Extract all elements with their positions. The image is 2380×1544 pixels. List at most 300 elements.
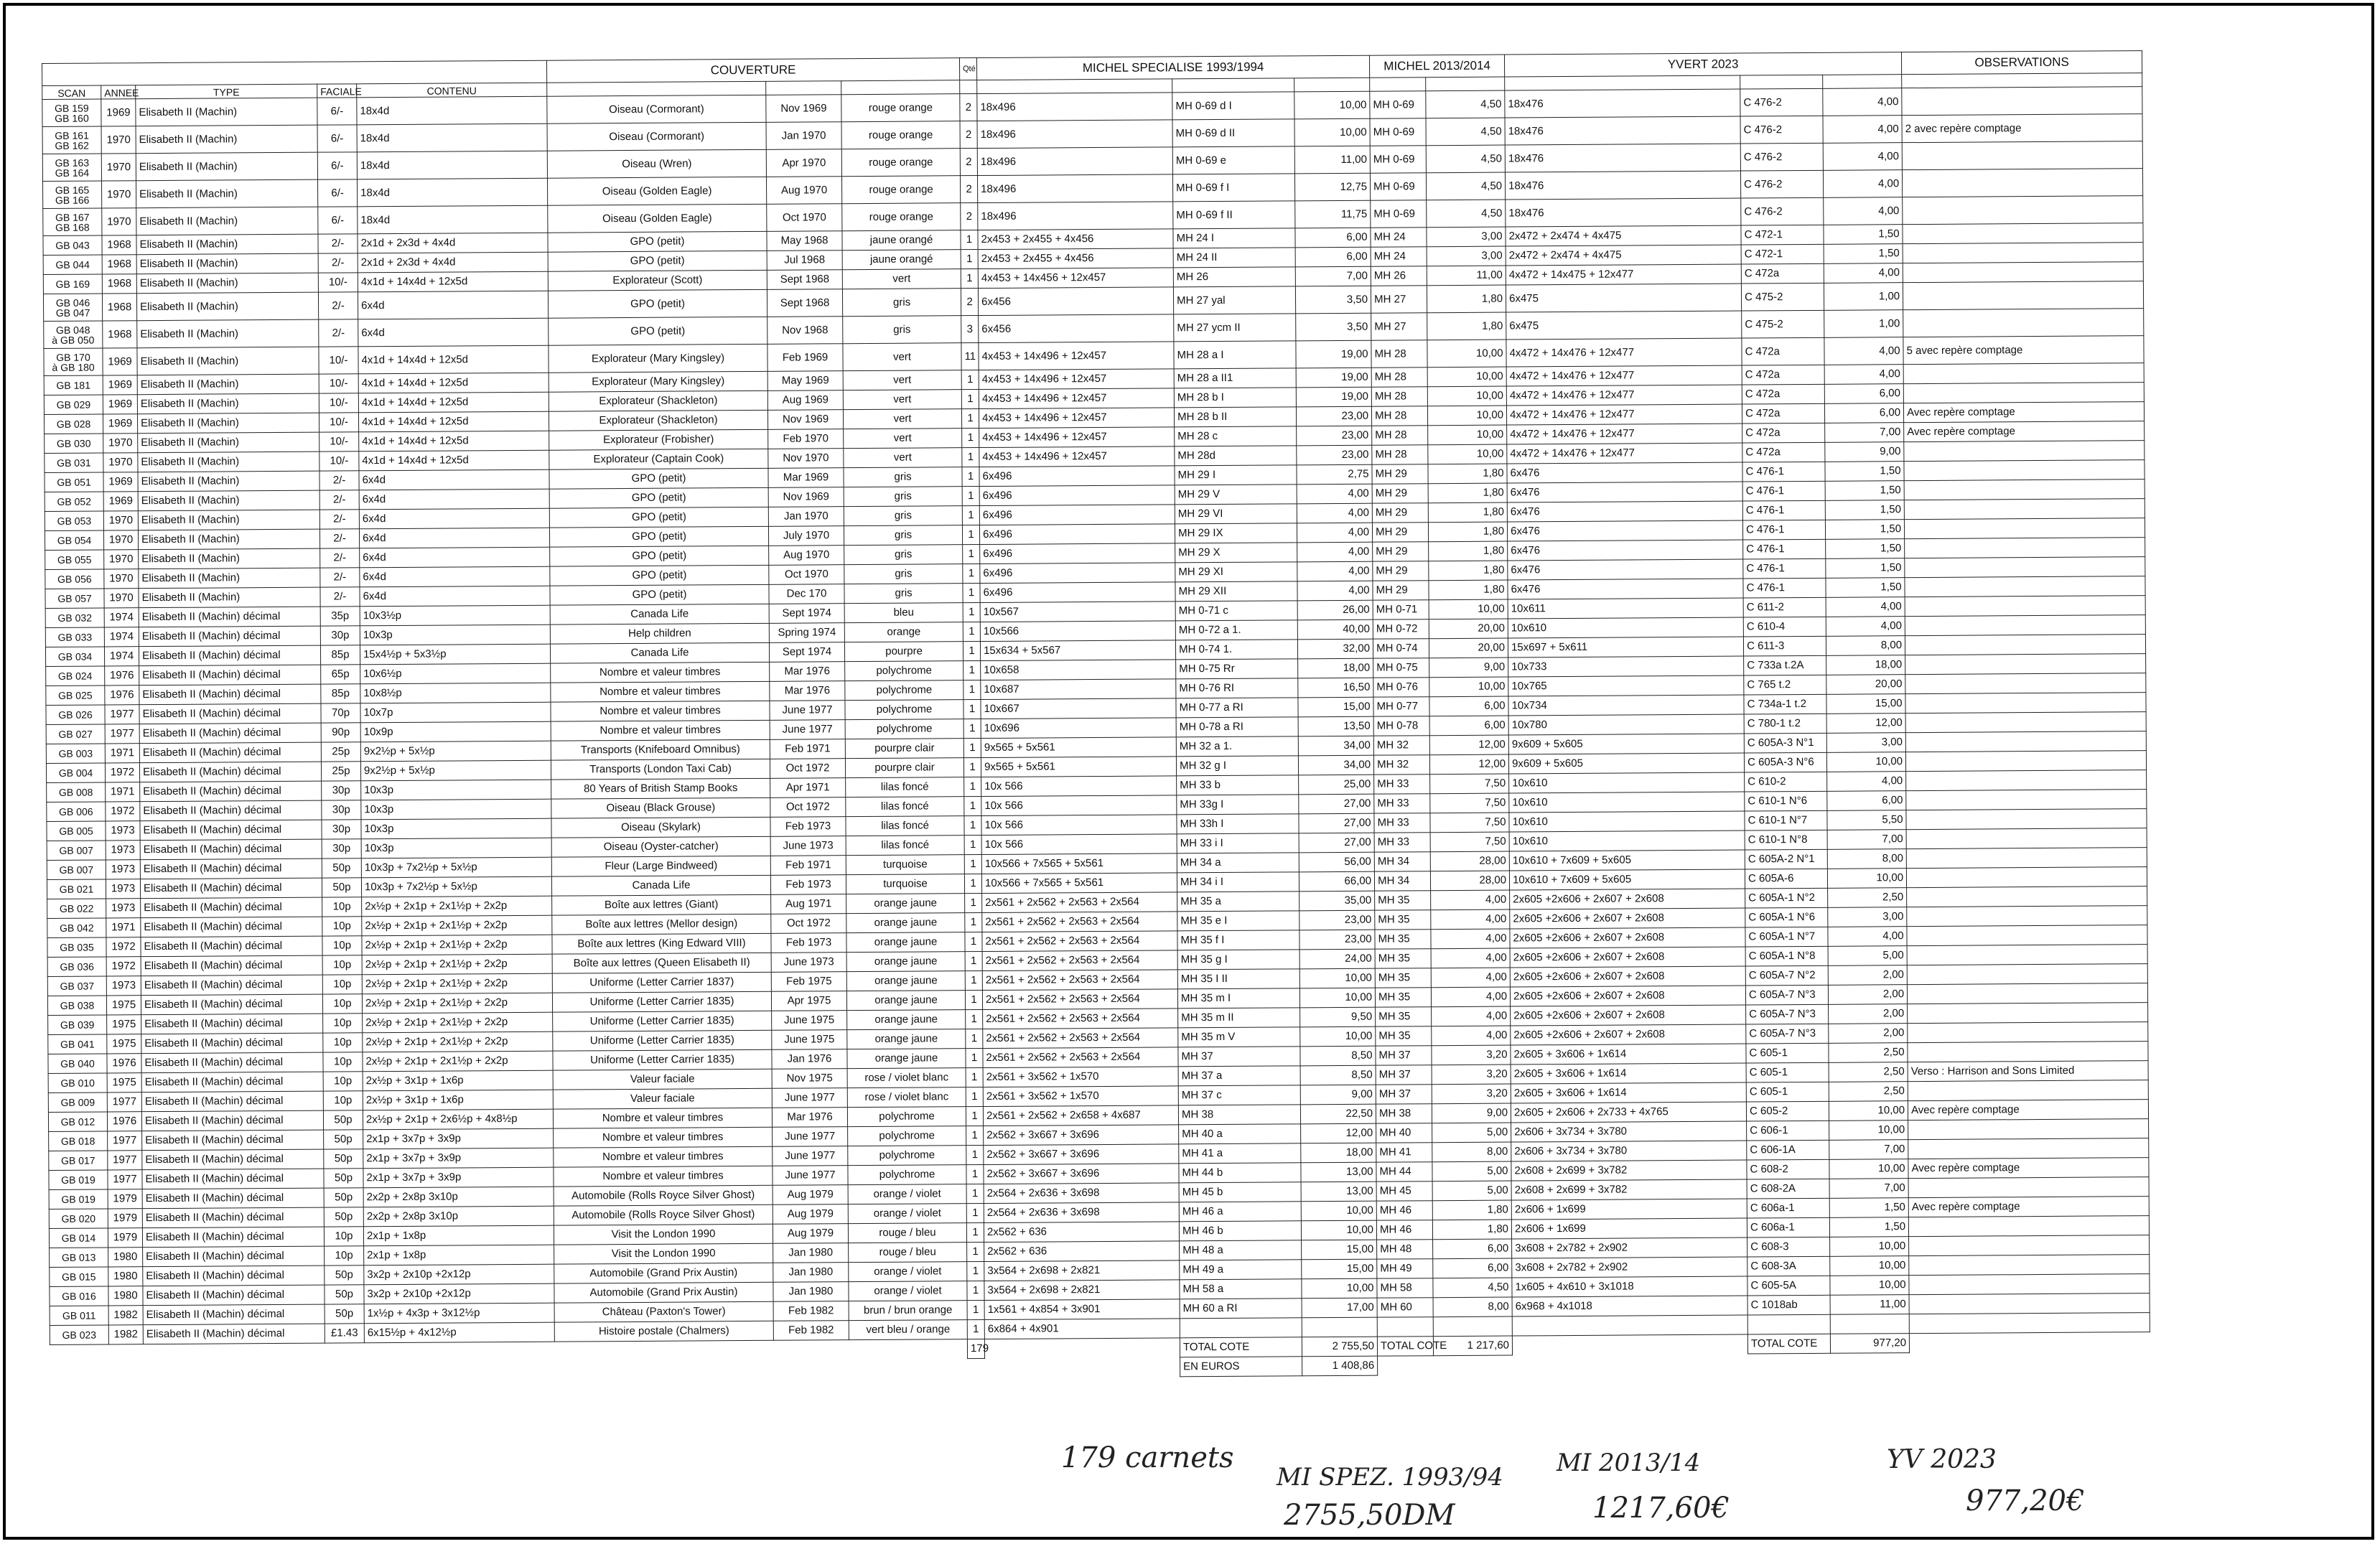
row-yv-cote: 10,00: [1829, 1101, 1908, 1121]
row-ms-ref: MH 27 yal: [1173, 286, 1295, 314]
row-contenu: 18x4d: [358, 205, 548, 234]
row-ms-cote: 10,00: [1301, 1201, 1376, 1221]
row-date: Feb 1970: [768, 429, 844, 449]
row-date: June 1975: [772, 1011, 847, 1031]
row-couverture: Transports (London Taxi Cab): [551, 759, 770, 780]
row-yv-contenu: 2x605 +2x606 + 2x607 + 2x608: [1510, 908, 1745, 929]
row-faciale: 6/-: [317, 98, 357, 125]
row-ms-contenu: 18x496: [978, 174, 1173, 203]
row-yv-cote: 4,00: [1823, 143, 1902, 171]
row-ms-contenu: 10x 566: [981, 815, 1177, 836]
row-contenu: 4x1d + 14x4d + 12x5d: [358, 392, 549, 413]
row-yv-contenu: 6x968 + 4x1018: [1512, 1296, 1747, 1316]
row-observation: [1906, 770, 2147, 791]
row-ms-ref: MH 27 ycm II: [1174, 314, 1296, 342]
row-ms-ref: MH 46 a: [1179, 1202, 1301, 1222]
row-ms-ref: [1180, 1318, 1302, 1338]
row-date: Sept 1974: [769, 642, 844, 663]
row-ms-cote: 6,00: [1295, 228, 1371, 248]
row-qte: 1: [966, 1204, 984, 1223]
row-yv-ref: C 610-2: [1745, 772, 1827, 792]
row-couleur: gris: [844, 584, 963, 604]
row-qte: 2: [960, 149, 977, 176]
row-yv-contenu: 6x476: [1507, 501, 1742, 522]
row-type: Elisabeth II (Machin): [138, 451, 319, 472]
row-contenu: 6x4d: [358, 318, 549, 347]
row-yv-cote: 1,50: [1825, 481, 1904, 501]
row-qte: 1: [964, 874, 981, 894]
row-ms-cote: 17,00: [1302, 1298, 1377, 1318]
row-yv-contenu: 2x472 + 2x474 + 4x475: [1506, 225, 1741, 246]
row-date: Aug 1969: [767, 390, 843, 411]
row-observation: [1909, 1255, 2150, 1276]
row-qte: 1: [966, 1068, 983, 1087]
row-yv-ref: C 608-3A: [1747, 1256, 1830, 1276]
row-faciale: 6/-: [317, 179, 357, 207]
row-contenu: 10x3p + 7x2½p + 5x½p: [361, 857, 551, 878]
row-ms-ref: MH 34 i I: [1177, 872, 1299, 892]
row-ms-ref: MH 28 a II1: [1174, 368, 1296, 388]
row-yv-contenu: 10x610: [1509, 811, 1745, 832]
row-yv-ref: C 605A-2 N°1: [1745, 849, 1827, 869]
row-faciale: 2/-: [318, 292, 358, 319]
row-ms-contenu: 10x 566: [981, 834, 1177, 855]
row-yv-cote: 2,50: [1829, 1062, 1908, 1082]
row-ms-contenu: 2x562 + 3x667 + 3x696: [984, 1144, 1179, 1165]
row-type: Elisabeth II (Machin) décimal: [139, 684, 321, 705]
row-scan-line: GB 054: [57, 534, 92, 546]
row-couverture: Explorateur (Scott): [548, 270, 767, 291]
row-ms-cote: 15,00: [1302, 1240, 1377, 1260]
row-type: Elisabeth II (Machin): [139, 548, 320, 569]
row-couleur: gris: [844, 564, 963, 584]
row-observation: [1903, 383, 2144, 403]
row-m13-cote: 4,50: [1427, 200, 1506, 228]
row-ms-contenu: 4x453 + 14x496 + 12x457: [979, 369, 1174, 390]
row-couleur: turquoise: [846, 874, 964, 894]
row-couverture: Nombre et valeur timbres: [554, 1146, 773, 1167]
row-ms-contenu: 2x561 + 2x562 + 2x563 + 2x564: [982, 912, 1177, 932]
row-annee: 1969: [103, 395, 137, 414]
row-date: Nov 1968: [767, 317, 843, 345]
row-couleur: lilas foncé: [846, 797, 964, 817]
row-m13-ref: MH 45: [1376, 1182, 1432, 1201]
row-m13-ref: MH 48: [1377, 1240, 1433, 1259]
row-qte: 1: [965, 971, 982, 991]
row-ms-contenu: 4x453 + 14x496 + 12x457: [979, 427, 1175, 448]
row-yv-ref: C 605A-7 N°2: [1745, 965, 1828, 986]
row-ms-contenu: 2x453 + 2x455 + 4x456: [978, 229, 1173, 250]
row-ms-contenu: 6x496: [979, 466, 1175, 487]
row-faciale: 10p: [323, 1052, 363, 1072]
row-scan-line: GB 007: [59, 844, 93, 856]
row-faciale: 2/-: [320, 548, 360, 568]
header-yvert: YVERT 2023: [1505, 52, 1902, 77]
row-type: Elisabeth II (Machin): [136, 234, 318, 255]
row-yv-cote: 20,00: [1826, 675, 1905, 695]
row-ms-cote: 4,00: [1297, 523, 1372, 543]
row-ms-cote: 13,50: [1298, 716, 1373, 736]
row-couverture: GPO (petit): [548, 251, 767, 271]
row-scan: [42, 154, 101, 182]
row-date: Oct 1972: [770, 797, 846, 818]
row-annee: 1972: [105, 763, 139, 782]
row-contenu: 10x9p: [360, 721, 551, 742]
row-observation: Avec repère comptage: [1904, 402, 2145, 423]
row-yv-ref: C 610-1 N°7: [1745, 810, 1827, 831]
row-yv-ref: C 605A-1 N°8: [1745, 946, 1828, 966]
row-type: Elisabeth II (Machin) décimal: [140, 878, 322, 899]
row-m13-cote: 20,00: [1429, 619, 1508, 639]
row-ms-ref: MH 33 b: [1177, 775, 1299, 795]
row-qte: 1: [967, 1301, 984, 1320]
row-couverture: Oiseau (Oyster-catcher): [551, 836, 770, 857]
row-observation: [1908, 1042, 2148, 1062]
row-date: Aug 1970: [769, 546, 844, 566]
row-type: Elisabeth II (Machin): [138, 490, 319, 511]
row-yv-ref: C 611-3: [1743, 636, 1826, 656]
row-scan: [45, 569, 104, 589]
row-couleur: orange jaune: [846, 894, 965, 914]
row-m13-cote: 4,00: [1431, 929, 1510, 949]
row-scan: [50, 1267, 108, 1287]
row-qte: 1: [966, 1049, 983, 1068]
row-qte: 1: [962, 429, 979, 448]
row-yv-ref: C 472-1: [1741, 244, 1824, 264]
row-scan-line: GB 057: [57, 592, 92, 604]
row-m13-cote: 11,00: [1427, 266, 1506, 286]
row-date: Oct 1970: [769, 565, 844, 585]
row-couleur: lilas foncé: [846, 777, 964, 797]
row-contenu: 2x1d + 2x3d + 4x4d: [358, 252, 548, 273]
row-yv-ref: C 476-2: [1740, 88, 1823, 116]
row-ms-cote: 66,00: [1299, 871, 1374, 892]
row-qte: 1: [963, 642, 980, 661]
row-yv-ref: C 734a-1 t.2: [1744, 694, 1826, 714]
row-scan: [43, 181, 102, 209]
row-yv-ref: C 608-2A: [1747, 1179, 1829, 1199]
row-m13-ref: MH 27: [1371, 286, 1427, 313]
row-scan: [45, 627, 104, 647]
row-ms-contenu: 18x496: [978, 202, 1173, 230]
row-yv-ref: C 476-1: [1742, 462, 1825, 482]
row-yv-ref: C 472a: [1742, 442, 1825, 462]
row-m13-ref: MH 33: [1374, 775, 1430, 794]
row-faciale: 30p: [322, 839, 361, 858]
row-yv-ref: C 472a: [1742, 403, 1824, 424]
row-qte: 1: [966, 1010, 983, 1029]
row-date: Nov 1969: [767, 410, 843, 430]
row-observation: [1908, 1177, 2149, 1198]
row-m13-ref: MH 0-77: [1373, 697, 1429, 716]
row-yv-cote: 5,00: [1828, 946, 1907, 966]
row-observation: [1903, 243, 2143, 263]
row-type: Elisabeth II (Machin) décimal: [143, 1285, 325, 1306]
row-yv-contenu: 2x605 + 3x606 + 1x614: [1511, 1044, 1746, 1065]
row-yv-cote: 7,00: [1829, 1179, 1908, 1199]
row-yv-contenu: 6x476: [1507, 520, 1742, 541]
row-contenu: 2x1p + 1x8p: [363, 1225, 554, 1246]
row-annee: 1970: [102, 181, 136, 208]
row-ms-contenu: 2x561 + 2x562 + 2x658 + 4x687: [983, 1105, 1178, 1126]
row-scan: [49, 1151, 108, 1171]
row-observation: [1907, 945, 2147, 965]
row-ms-ref: MH 0-69 f II: [1173, 201, 1295, 229]
row-faciale: 35p: [320, 607, 360, 626]
row-yv-ref: C 605-1: [1746, 1043, 1829, 1063]
row-ms-ref: MH 49 a: [1180, 1260, 1302, 1280]
row-observation: [1906, 848, 2147, 869]
row-scan: [44, 348, 103, 376]
row-type: Elisabeth II (Machin) décimal: [139, 742, 321, 763]
row-contenu: 4x1d + 14x4d + 12x5d: [358, 411, 549, 432]
row-yv-cote: 4,00: [1826, 617, 1905, 637]
row-couleur: vert: [844, 448, 962, 468]
row-yv-ref: C 605-1: [1746, 1082, 1829, 1102]
row-date: Feb 1971: [770, 856, 846, 876]
row-annee: 1977: [108, 1170, 142, 1189]
row-yv-cote: 4,00: [1827, 772, 1906, 792]
row-date: June 1977: [773, 1166, 848, 1186]
header-observations: OBSERVATIONS: [1902, 51, 2142, 75]
row-ms-contenu: 2x561 + 2x562 + 2x563 + 2x564: [982, 989, 1177, 1010]
row-ms-cote: 23,00: [1299, 910, 1375, 930]
row-scan-line: GB 056: [57, 573, 92, 585]
row-scan: [47, 841, 106, 861]
row-scan-line: GB 012: [60, 1115, 95, 1128]
row-qte: 1: [965, 991, 982, 1010]
row-scan-line: GB 027: [58, 728, 93, 740]
row-annee: 1972: [106, 957, 141, 976]
row-annee: 1979: [108, 1228, 142, 1248]
row-m13-cote: 6,00: [1429, 696, 1508, 716]
row-m13-cote: 4,00: [1431, 968, 1510, 988]
row-observation: 2 avec repère comptage: [1902, 114, 2142, 143]
row-ms-ref: MH 0-78 a RI: [1176, 717, 1298, 737]
row-couverture: Boîte aux lettres (Queen Elisabeth II): [552, 953, 771, 973]
row-annee: 1973: [106, 821, 140, 841]
row-m13-ref: MH 28: [1371, 340, 1427, 368]
row-date: Oct 1972: [770, 759, 845, 779]
row-observation: [1903, 363, 2144, 384]
row-annee: 1974: [104, 627, 139, 647]
row-ms-contenu: 3x564 + 2x698 + 2x821: [984, 1260, 1180, 1281]
row-yv-cote: 4,00: [1824, 170, 1903, 198]
row-scan: [45, 472, 103, 492]
row-ms-cote: 4,00: [1297, 484, 1372, 504]
row-ms-ref: MH 29 IX: [1175, 523, 1297, 543]
row-yv-ref: C 472a: [1741, 263, 1824, 284]
row-faciale: 30p: [322, 820, 361, 839]
row-scan-line: GB 028: [56, 418, 91, 430]
row-scan: [49, 1189, 108, 1210]
row-qte: 1: [964, 836, 981, 855]
row-ms-ref: MH 35 g I: [1177, 950, 1299, 970]
row-yv-contenu: 2x608 + 2x699 + 3x782: [1511, 1160, 1747, 1181]
row-faciale: 50p: [324, 1149, 363, 1169]
row-m13-cote: 10,00: [1429, 599, 1508, 619]
row-couleur: orange / violet: [848, 1204, 966, 1224]
row-ms-contenu: 10x687: [981, 679, 1176, 700]
row-ms-contenu: 10x667: [981, 698, 1176, 719]
row-contenu: 4x1d + 14x4d + 12x5d: [359, 450, 549, 471]
row-type: Elisabeth II (Machin): [137, 347, 319, 375]
row-scan-line: GB 044: [55, 258, 90, 271]
row-date: Sept 1968: [767, 270, 842, 290]
row-scan: [48, 1073, 107, 1093]
row-qte: 1: [965, 952, 982, 971]
row-contenu: 10x3p: [360, 624, 550, 645]
row-contenu: 18x4d: [357, 178, 547, 207]
row-m13-cote: 1,80: [1429, 580, 1508, 600]
row-scan-line: GB 007: [59, 864, 94, 876]
row-m13-ref: MH 29: [1372, 484, 1428, 503]
row-faciale: 50p: [325, 1285, 364, 1304]
row-ms-cote: 23,00: [1299, 930, 1375, 950]
row-observation: [1906, 828, 2147, 849]
row-m13-ref: MH 35: [1375, 968, 1431, 988]
row-ms-ref: MH 0-74 1.: [1175, 640, 1297, 660]
header-couverture: COUVERTURE: [547, 58, 960, 83]
row-date: June 1975: [772, 1030, 847, 1050]
row-qte: 1: [966, 1029, 983, 1049]
row-scan-line: GB 023: [62, 1329, 97, 1341]
row-ms-cote: 10,00: [1299, 968, 1375, 988]
row-type: Elisabeth II (Machin) décimal: [143, 1265, 325, 1286]
row-yv-ref: C 472-1: [1741, 225, 1824, 245]
row-scan-line: GB 164: [55, 167, 90, 179]
row-couverture: Automobile (Grand Prix Austin): [554, 1263, 773, 1283]
row-m13-ref: MH 0-72: [1373, 619, 1429, 639]
handwritten-mi-value: 1217,60€: [1592, 1492, 1730, 1525]
row-observation: [1909, 1293, 2150, 1314]
row-yv-contenu: 6x475: [1506, 311, 1742, 340]
row-scan: [48, 1093, 107, 1113]
row-faciale: 10p: [325, 1246, 364, 1265]
row-ms-cote: 4,00: [1297, 542, 1373, 562]
row-contenu: 10x7p: [360, 702, 551, 723]
row-ms-ref: MH 28 c: [1175, 426, 1297, 446]
row-scan-line: GB 005: [59, 825, 93, 837]
row-faciale: 10/-: [319, 374, 358, 393]
row-observation: [1908, 1216, 2149, 1237]
row-ms-cote: 16,50: [1298, 678, 1373, 698]
row-contenu: 2x½p + 2x1p + 2x1½p + 2x2p: [362, 915, 552, 936]
row-m13-ref: MH 37: [1376, 1085, 1432, 1104]
row-ms-cote: 10,00: [1294, 91, 1370, 119]
row-ms-cote: 4,00: [1297, 503, 1372, 523]
row-ms-cote: 15,00: [1302, 1259, 1377, 1279]
row-contenu: 2x½p + 2x1p + 2x1½p + 2x2p: [362, 954, 552, 975]
row-annee: 1968: [102, 274, 136, 294]
row-scan: [49, 1209, 108, 1229]
row-m13-ref: MH 35: [1375, 910, 1431, 930]
row-yv-contenu: 10x610: [1509, 831, 1745, 851]
row-observation: [1904, 460, 2145, 481]
row-m13-cote: 7,50: [1430, 832, 1509, 852]
row-scan: [47, 860, 106, 880]
row-yv-contenu: 18x476: [1505, 116, 1740, 145]
header-scan: SCAN: [42, 85, 101, 100]
row-yv-contenu: 10x610 + 7x609 + 5x605: [1509, 869, 1745, 890]
row-yv-contenu: 10x610: [1509, 792, 1745, 813]
row-annee: 1977: [105, 724, 139, 744]
row-ms-cote: 9,50: [1300, 1007, 1376, 1027]
row-annee: 1973: [106, 879, 140, 899]
row-type: Elisabeth II (Machin): [136, 292, 318, 321]
row-ms-ref: MH 29 XII: [1175, 581, 1297, 602]
row-couverture: Explorateur (Captain Cook): [549, 449, 768, 469]
row-ms-ref: MH 33g I: [1177, 795, 1299, 815]
row-yv-contenu: 2x605 +2x606 + 2x607 + 2x608: [1511, 1005, 1746, 1026]
row-m13-cote: 1,80: [1428, 522, 1507, 542]
row-contenu: 15x4½p + 5x3½p: [360, 644, 550, 665]
row-couleur: rose / violet blanc: [847, 1087, 966, 1108]
row-observation: Avec repère comptage: [1904, 421, 2145, 442]
row-scan: [46, 724, 105, 744]
row-annee: 1982: [108, 1325, 143, 1344]
row-couleur: polychrome: [848, 1126, 966, 1146]
row-yv-contenu: 2x472 + 2x474 + 4x475: [1506, 245, 1741, 266]
row-faciale: 2/-: [319, 490, 359, 510]
row-scan-line: GB 014: [61, 1232, 96, 1244]
row-m13-ref: MH 27: [1371, 313, 1427, 340]
row-observation: [1908, 1080, 2148, 1101]
row-ms-contenu: 2x561 + 3x562 + 1x570: [983, 1086, 1178, 1107]
row-yv-cote: 2,50: [1829, 1082, 1908, 1102]
row-yv-ref: C 476-1: [1743, 558, 1826, 579]
row-couverture: Automobile (Rolls Royce Silver Ghost): [554, 1185, 773, 1206]
row-yv-ref: C 472a: [1742, 384, 1824, 404]
row-couleur: rouge / bleu: [849, 1243, 967, 1263]
row-m13-ref: MH 41: [1376, 1143, 1432, 1162]
row-observation: [1907, 906, 2147, 927]
row-annee: 1969: [103, 348, 137, 375]
row-yv-contenu: 6x476: [1508, 540, 1743, 561]
row-annee: 1977: [108, 1131, 142, 1151]
row-ms-contenu: 6x456: [979, 314, 1174, 343]
row-couleur: orange: [844, 622, 963, 642]
row-couleur: lilas foncé: [846, 836, 964, 856]
row-m13-ref: MH 33: [1374, 833, 1430, 852]
row-ms-ref: MH 37 c: [1178, 1085, 1300, 1105]
row-m13-cote: 1,80: [1432, 1200, 1511, 1220]
row-scan: [46, 666, 105, 686]
row-yv-contenu: 15x697 + 5x611: [1508, 637, 1743, 658]
row-annee: 1970: [101, 154, 136, 181]
row-yv-cote: 6,00: [1824, 384, 1903, 404]
row-yv-cote: 10,00: [1830, 1256, 1909, 1276]
row-ms-contenu: 18x496: [977, 93, 1172, 121]
inventory-sheet: [42, 50, 2150, 1384]
row-contenu: 2x½p + 2x1p + 2x1½p + 2x2p: [363, 1031, 553, 1052]
row-contenu: 4x1d + 14x4d + 12x5d: [359, 431, 549, 451]
row-type: Elisabeth II (Machin) décimal: [142, 1227, 324, 1248]
row-contenu: 6x4d: [358, 291, 548, 319]
row-couleur: polychrome: [848, 1146, 966, 1166]
row-m13-cote: 5,00: [1432, 1161, 1511, 1182]
row-m13-cote: 8,00: [1433, 1297, 1512, 1317]
row-contenu: 2x1d + 2x3d + 4x4d: [358, 233, 548, 253]
row-m13-ref: MH 37: [1376, 1046, 1432, 1065]
row-type: Elisabeth II (Machin) décimal: [141, 994, 322, 1015]
row-type: Elisabeth II (Machin) décimal: [141, 1014, 323, 1034]
row-date: Spring 1974: [769, 623, 844, 643]
row-couverture: Automobile (Grand Prix Austin): [554, 1282, 773, 1303]
row-yv-contenu: 2x605 +2x606 + 2x607 + 2x608: [1511, 1024, 1746, 1045]
row-date: Aug 1979: [773, 1185, 848, 1205]
row-scan-line: GB 010: [60, 1077, 95, 1089]
